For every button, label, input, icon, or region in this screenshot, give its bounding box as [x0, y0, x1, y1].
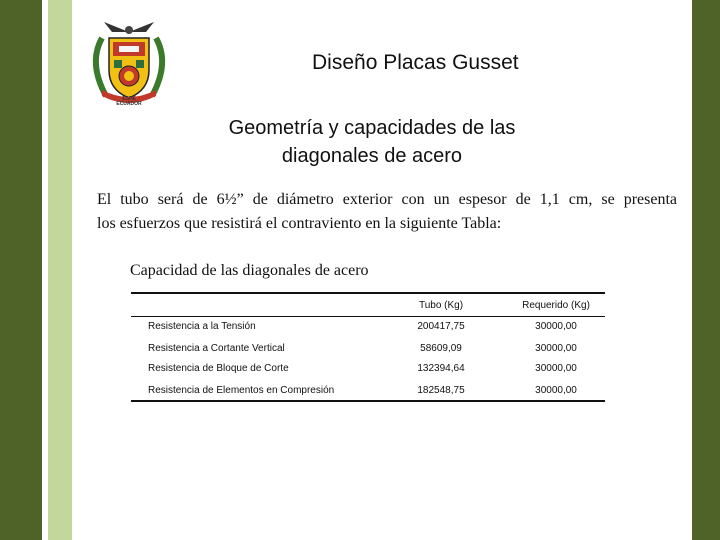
logo-caption-line1: ESPE [122, 96, 136, 102]
page-title: Diseño Placas Gusset [312, 51, 519, 74]
table-row [131, 359, 605, 379]
table-row [131, 339, 605, 359]
section-subtitle [200, 114, 544, 170]
row-label: Resistencia a Cortante Vertical [148, 343, 285, 354]
header-requerido: Requerido (Kg) [522, 300, 590, 311]
right-dark-bar [692, 0, 720, 540]
row-label: Resistencia de Bloque de Corte [148, 363, 289, 374]
paragraph-line1: El tubo será de 6½” de diámetro exterior con un espesor de 1,1 cm, se presenta [97, 191, 677, 208]
row-requerido-value: 30000,00 [535, 363, 577, 374]
row-tubo-value: 182548,75 [417, 385, 465, 396]
left-light-bar [48, 0, 72, 540]
table-caption: Capacidad de las diagonales de acero [130, 262, 369, 279]
logo-caption [94, 97, 164, 107]
subtitle-line1: Geometría y capacidades de las [228, 117, 516, 139]
header-tubo: Tubo (Kg) [418, 300, 464, 311]
table-row [131, 381, 605, 401]
subtitle-line2: diagonales de acero [281, 145, 463, 167]
table-row [131, 317, 605, 337]
table-header-row [131, 296, 605, 316]
row-tubo-value: 200417,75 [417, 321, 465, 332]
logo-caption-line2: ECUADOR [116, 101, 142, 107]
row-tubo-value: 58609,09 [420, 343, 462, 354]
row-requerido-value: 30000,00 [535, 321, 577, 332]
row-label: Resistencia de Elementos en Compresión [148, 385, 335, 396]
left-dark-bar [0, 0, 42, 540]
row-requerido-value: 30000,00 [535, 343, 577, 354]
paragraph-line2: los esfuerzos que resistirá el contraviento en la siguiente Tabla: [97, 215, 502, 232]
row-requerido-value: 30000,00 [535, 385, 577, 396]
row-label: Resistencia a la Tensión [148, 321, 256, 332]
table-top-rule [131, 292, 605, 294]
body-paragraph [97, 188, 677, 236]
row-tubo-value: 132394,64 [417, 363, 465, 374]
